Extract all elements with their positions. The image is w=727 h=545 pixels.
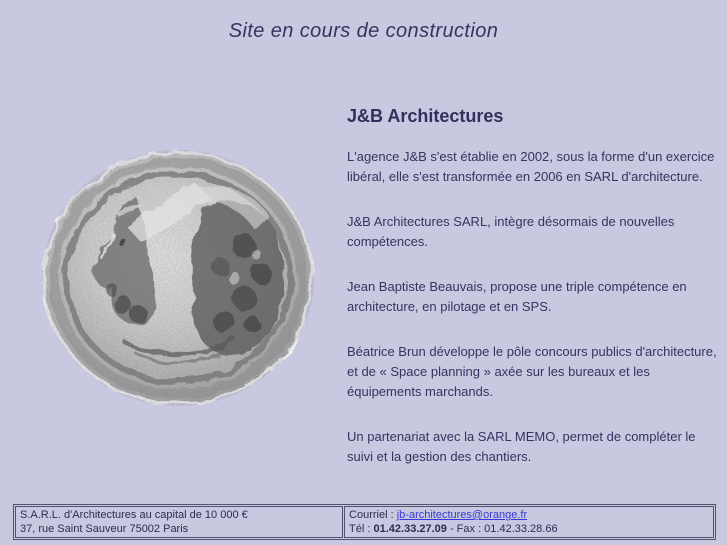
page-title: Site en cours de construction <box>228 20 499 42</box>
footer-contact-cell <box>344 506 714 538</box>
coin-figure <box>38 146 326 414</box>
tel-label: Tél : <box>349 523 374 535</box>
company-legal-line: S.A.R.L. d'Architectures au capital de 10 000 € <box>20 509 248 521</box>
email-line <box>349 508 709 522</box>
fax-text: - Fax : 01.42.33.28.66 <box>446 523 558 535</box>
footer <box>13 504 716 540</box>
email-label: Courriel : <box>349 509 397 521</box>
paragraph-memo: Un partenariat avec la SARL MEMO, permet de compléter le suivi et la gestion des chantiers. <box>347 429 696 464</box>
footer-company-cell <box>15 506 343 538</box>
phone-line <box>349 522 709 536</box>
paragraph-jean-baptiste: Jean Baptiste Beauvais, propose une triple compétence en architecture, en pilotage et en SPS. <box>347 279 687 314</box>
paragraph-history: L'agence J&B s'est établie en 2002, sous la forme d'un exercice libéral, elle s'est transformée en 2006 en SARL d'architecture. <box>347 149 715 184</box>
company-heading: J&B Architectures <box>347 106 504 126</box>
janus-coin-image <box>38 146 326 414</box>
tel-number: 01.42.33.27.09 <box>373 523 447 535</box>
main-content <box>347 105 724 492</box>
paragraph-beatrice: Béatrice Brun développe le pôle concours publics d'architecture, et de « Space planning » axée sur les bureaux et les équipements marchands. <box>347 344 717 399</box>
footer-table <box>13 504 716 540</box>
email-link[interactable]: jb-architectures@orange.fr <box>396 509 528 521</box>
company-address-line: 37, rue Saint Sauveur 75002 Paris <box>20 523 189 535</box>
paragraph-sarl: J&B Architectures SARL, intègre désormais de nouvelles compétences. <box>347 214 675 249</box>
